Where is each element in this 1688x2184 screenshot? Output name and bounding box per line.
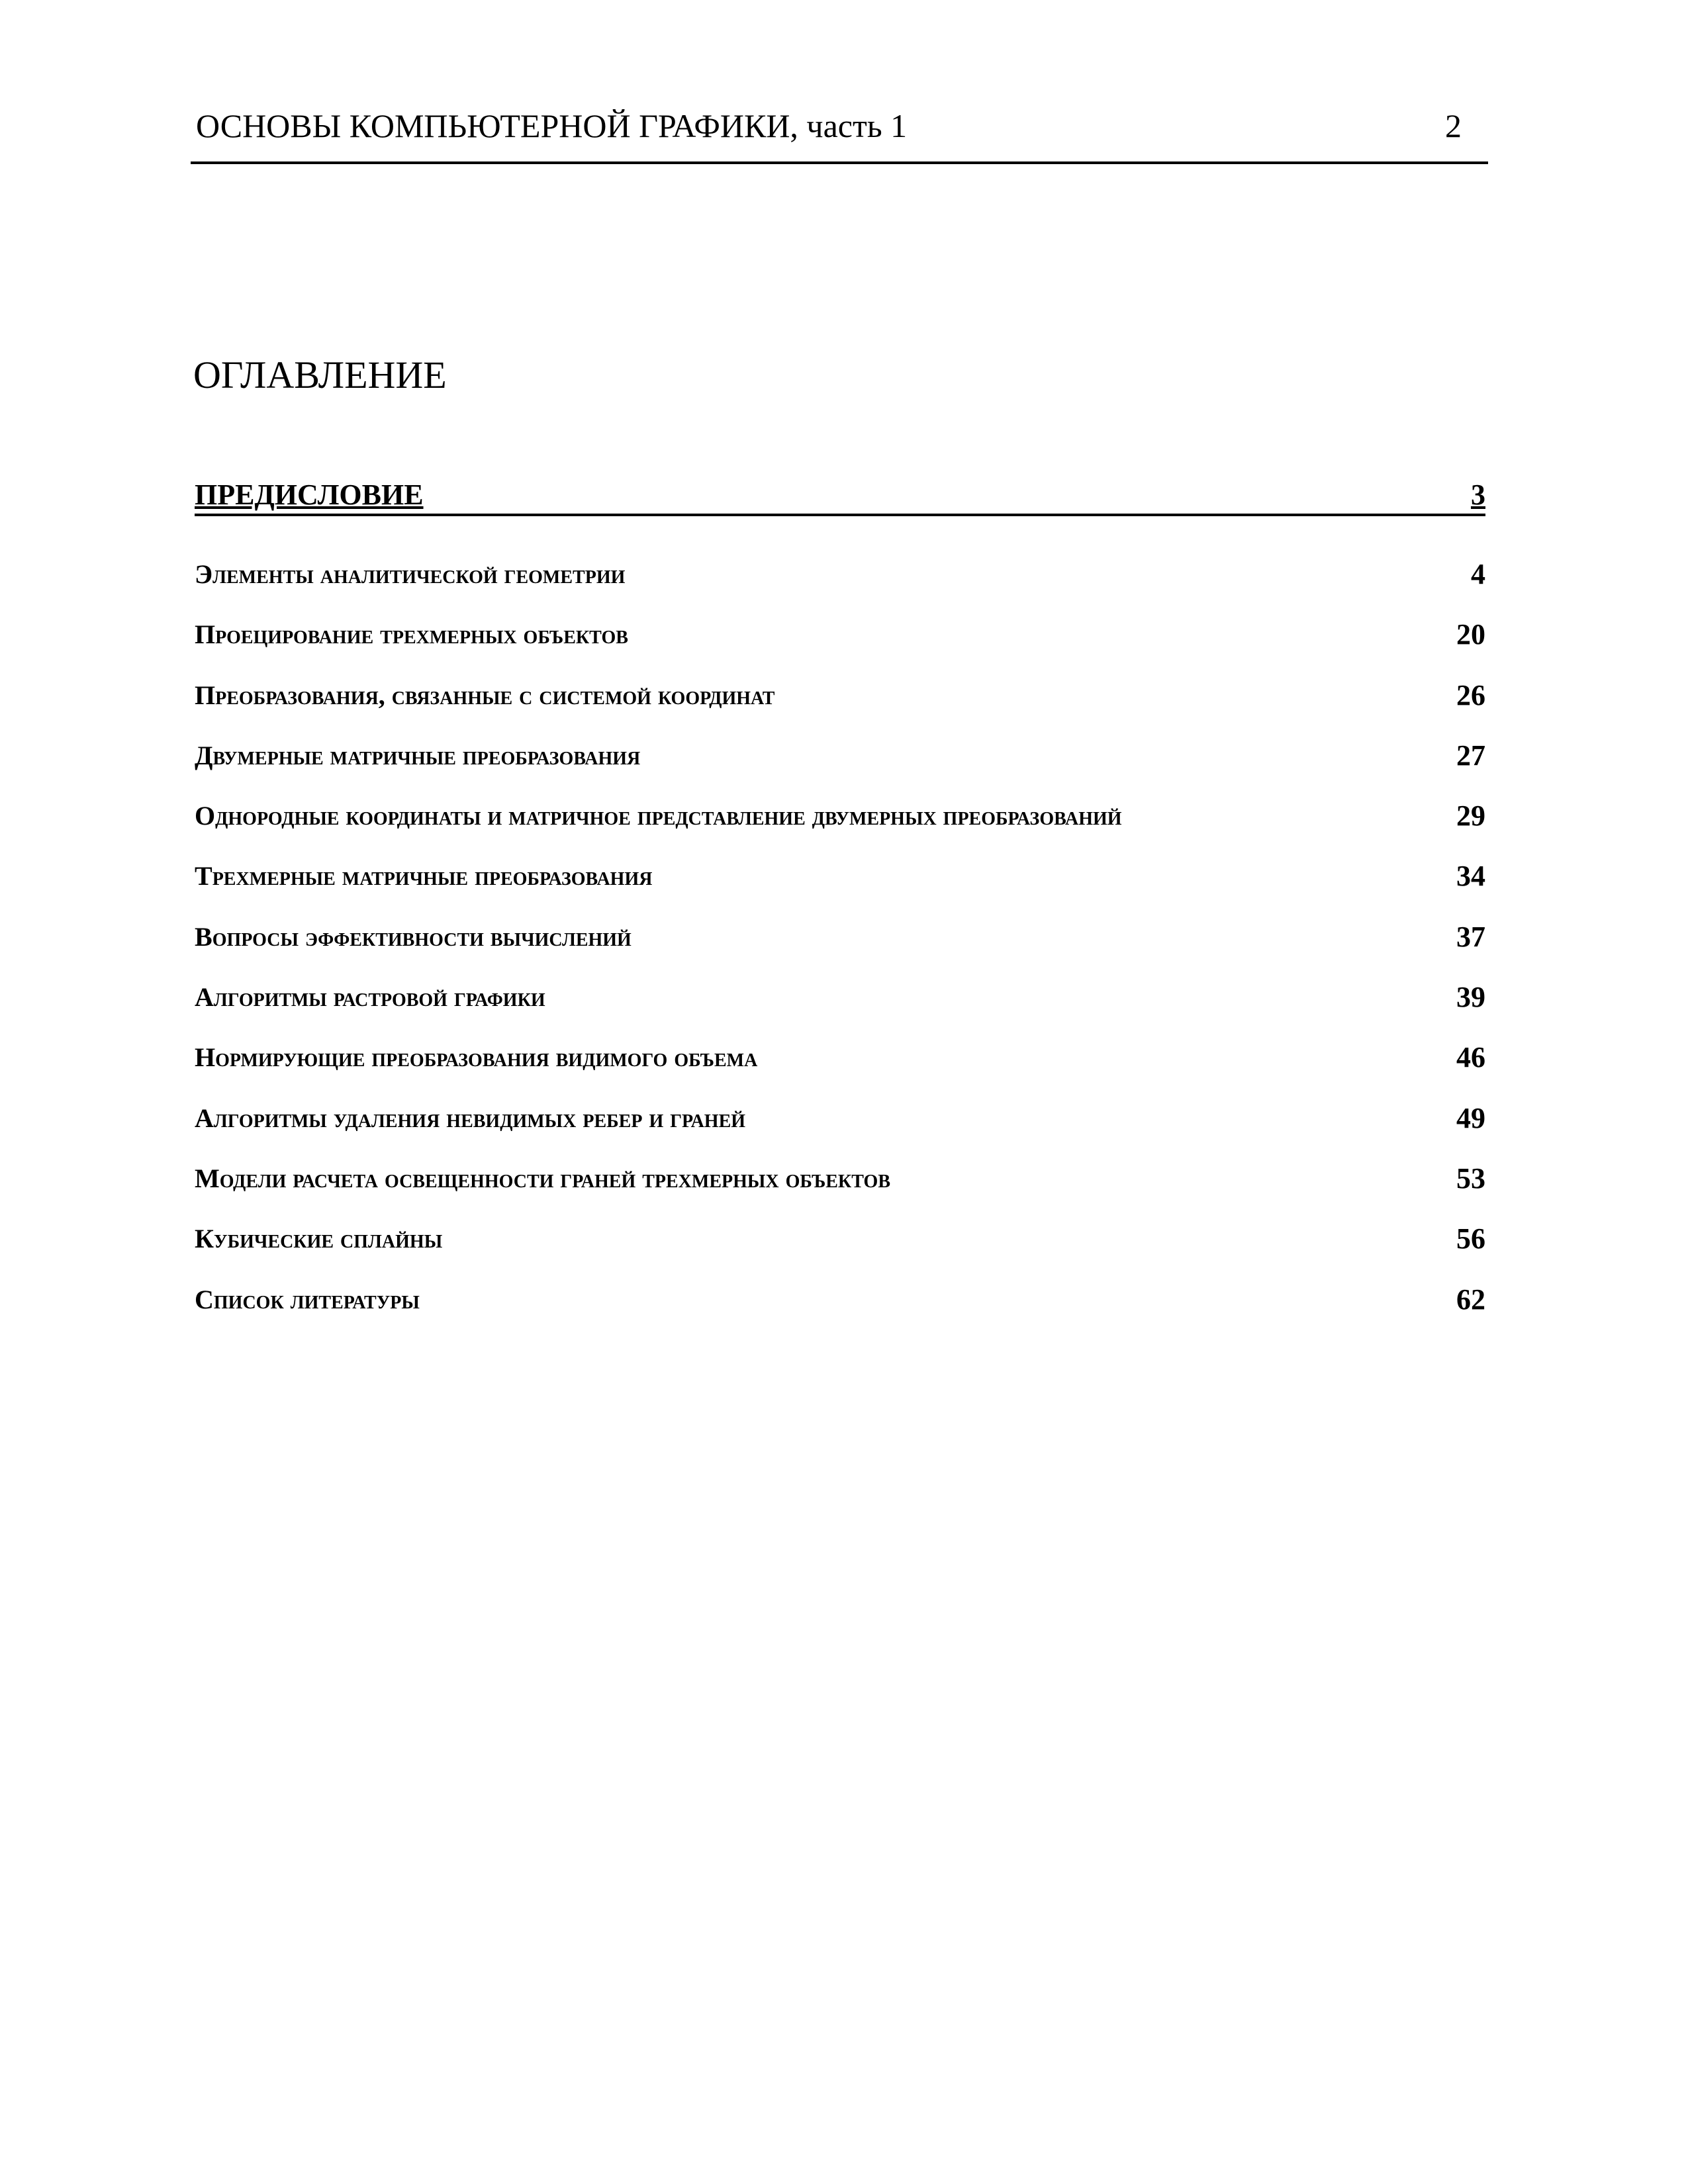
toc-entry-label[interactable]: Трехмерные матричные преобразования bbox=[195, 861, 653, 891]
toc-entry[interactable] bbox=[195, 1160, 1485, 1220]
toc-entry-page[interactable]: 62 bbox=[1456, 1283, 1485, 1316]
toc-entry-label[interactable]: Алгоритмы удаления невидимых ребер и граней bbox=[195, 1103, 746, 1133]
toc-entry[interactable] bbox=[195, 1039, 1485, 1099]
toc-preface-label[interactable]: ПРЕДИСЛОВИЕ bbox=[195, 478, 424, 511]
toc-entry-label[interactable]: Элементы аналитической геометрии bbox=[195, 559, 626, 589]
toc-preface-entry[interactable] bbox=[195, 478, 1485, 516]
toc-entry-label[interactable]: Двумерные матричные преобразования bbox=[195, 740, 641, 770]
toc-entry-label[interactable]: Преобразования, связанные с системой координат bbox=[195, 680, 775, 710]
toc-entry[interactable] bbox=[195, 677, 1485, 737]
running-title: ОСНОВЫ КОМПЬЮТЕРНОЙ ГРАФИКИ, часть 1 bbox=[196, 107, 908, 144]
toc-entry-page[interactable]: 29 bbox=[1456, 799, 1485, 833]
toc-entry-label[interactable]: Однородные координаты и матричное представление двумерных преобразований bbox=[195, 801, 1122, 831]
toc-entry-page[interactable]: 53 bbox=[1456, 1161, 1485, 1195]
toc-entry-page[interactable]: 56 bbox=[1456, 1222, 1485, 1255]
toc-entry[interactable] bbox=[195, 979, 1485, 1039]
toc-entry-page[interactable]: 46 bbox=[1456, 1041, 1485, 1074]
toc-entry[interactable] bbox=[195, 858, 1485, 918]
toc-entry[interactable] bbox=[195, 737, 1485, 797]
toc-entry-label[interactable]: Проецирование трехмерных объектов bbox=[195, 619, 628, 650]
toc-entry-page[interactable]: 27 bbox=[1456, 739, 1485, 772]
page-number: 2 bbox=[1445, 107, 1462, 144]
toc-entry-label[interactable]: Вопросы эффективности вычислений bbox=[195, 921, 632, 952]
toc-entry-page[interactable]: 37 bbox=[1456, 920, 1485, 953]
toc-entry-page[interactable]: 26 bbox=[1456, 678, 1485, 711]
toc-entry[interactable] bbox=[195, 616, 1485, 676]
toc-entry[interactable] bbox=[195, 1100, 1485, 1160]
toc-entry-label[interactable]: Алгоритмы растровой графики bbox=[195, 982, 545, 1013]
toc-entry-page[interactable]: 39 bbox=[1456, 981, 1485, 1014]
toc-entry-page[interactable]: 49 bbox=[1456, 1101, 1485, 1134]
toc-entry-page[interactable]: 20 bbox=[1456, 618, 1485, 651]
toc-entry-label[interactable]: Список литературы bbox=[195, 1284, 420, 1314]
toc-list bbox=[195, 556, 1485, 1342]
toc-preface-page[interactable]: 3 bbox=[1471, 478, 1485, 511]
toc-entry-page[interactable]: 34 bbox=[1456, 860, 1485, 893]
toc-entry[interactable] bbox=[195, 1220, 1485, 1281]
toc-entry[interactable] bbox=[195, 797, 1485, 858]
toc-entry-label[interactable]: Модели расчета освещенности граней трехмерных объектов bbox=[195, 1163, 890, 1193]
toc-entry-label[interactable]: Нормирующие преобразования видимого объема bbox=[195, 1042, 758, 1073]
page-header bbox=[191, 106, 1488, 164]
toc-entry-label[interactable]: Кубические сплайны bbox=[195, 1224, 443, 1254]
toc-heading: ОГЛАВЛЕНИЕ bbox=[193, 353, 447, 396]
toc-entry[interactable] bbox=[195, 1281, 1485, 1342]
toc-entry-page[interactable]: 4 bbox=[1471, 558, 1485, 590]
toc-entry[interactable] bbox=[195, 919, 1485, 979]
toc-entry[interactable] bbox=[195, 556, 1485, 616]
